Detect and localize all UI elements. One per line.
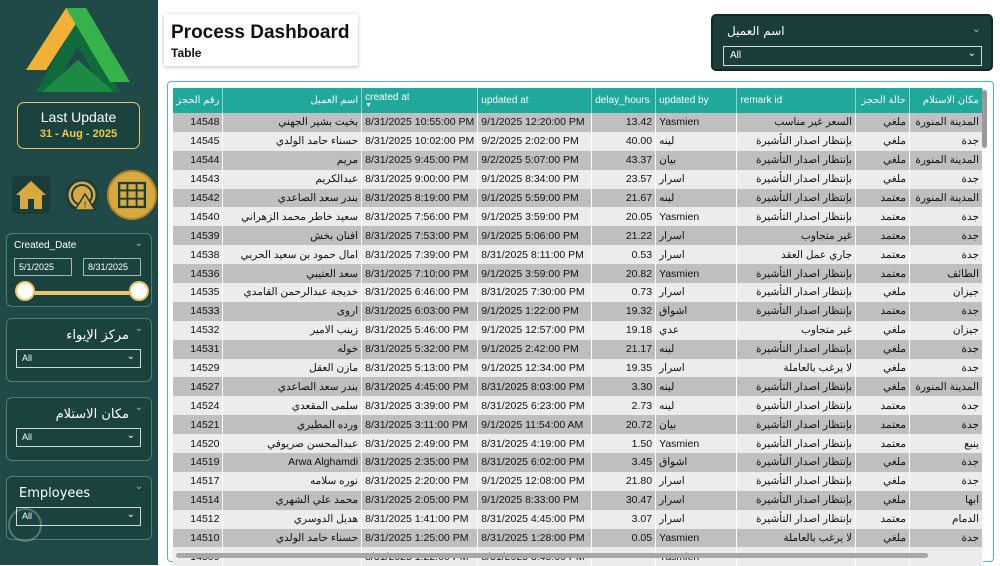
table-cell: عبدالمحسن صريوفي	[223, 434, 362, 453]
table-cell: ينبع	[910, 434, 983, 453]
table-cell: 8/31/2025 1:41:00 PM	[362, 510, 478, 529]
table-cell: بإنتظار اصدار التأشيرة	[737, 283, 856, 302]
table-cell: 19.32	[592, 302, 656, 321]
table-cell: 19.18	[592, 321, 656, 340]
table-cell: 3.30	[592, 377, 656, 396]
table-cell: لينه	[656, 132, 737, 151]
table-cell: بيان	[656, 415, 737, 434]
last-update-label: Last Update	[40, 109, 117, 125]
table-row[interactable]	[173, 396, 983, 415]
table-cell: ملغي	[856, 377, 910, 396]
table-cell: 8/31/2025 8:19:00 PM	[362, 189, 478, 208]
table-cell: ملغي	[856, 113, 910, 132]
table-cell: 9/1/2025 2:42:00 PM	[478, 340, 592, 359]
table-cell: سعد العتيبي	[223, 264, 362, 283]
created-date-title: Created_Date	[14, 240, 77, 251]
table-cell: جدة	[910, 170, 983, 189]
table-cell: 21.17	[592, 340, 656, 359]
column-header-updated-by[interactable]: updated by	[656, 88, 737, 113]
table-cell: ملغي	[856, 321, 910, 340]
table-cell: 14532	[173, 321, 223, 340]
table-cell: جدة	[910, 226, 983, 245]
table-cell: 0.73	[592, 283, 656, 302]
table-cell: 8/31/2025 6:02:00 PM	[478, 453, 592, 472]
table-cell: نوره سلامه	[223, 472, 362, 491]
table-cell: 14542	[173, 189, 223, 208]
table-cell: بإنتظار اصدار التأشيرة	[737, 189, 856, 208]
table-cell: 3.45	[592, 453, 656, 472]
table-cell: لينه	[656, 396, 737, 415]
table-row[interactable]	[173, 151, 983, 170]
column-header-pickup-location[interactable]: مكان الاستلام	[910, 88, 983, 113]
table-cell: 9/2/2025 5:07:00 PM	[478, 151, 592, 170]
table-cell: 14548	[173, 113, 223, 132]
table-cell: اسرار	[656, 283, 737, 302]
table-cell: بإنتظار اصدار التأشيرة	[737, 151, 856, 170]
chevron-down-icon[interactable]: ⌄	[134, 238, 143, 249]
scrollbar-thumb[interactable]	[982, 90, 987, 148]
dropdown-arrow-icon: ⌄	[126, 509, 135, 520]
client-name-filter	[711, 14, 993, 71]
table-cell: ملغي	[856, 151, 910, 170]
table-cell: حسناء حامد الولدي	[223, 529, 362, 548]
table-cell: معتمد	[856, 226, 910, 245]
table-cell: سلمى المقعدي	[223, 396, 362, 415]
table-cell: 20.72	[592, 415, 656, 434]
table-header-row	[173, 88, 983, 113]
table-cell: 8/31/2025 2:20:00 PM	[362, 472, 478, 491]
table-cell: اسرار	[656, 491, 737, 510]
table-cell: 14521	[173, 415, 223, 434]
table-cell: بإنتظار اصدار التأشيرة	[737, 264, 856, 283]
table-cell: المدينة المنورة	[910, 113, 983, 132]
table-cell: 9/1/2025 3:59:00 PM	[478, 207, 592, 226]
table-cell: 2.73	[592, 396, 656, 415]
table-cell: المدينة المنورة	[910, 377, 983, 396]
pickup-location-filter	[6, 397, 152, 461]
table-cell: 9/1/2025 12:57:00 PM	[478, 321, 592, 340]
table-row[interactable]	[173, 434, 983, 453]
table-cell: 8/31/2025 3:39:00 PM	[362, 396, 478, 415]
table-cell: 14529	[173, 359, 223, 378]
table-row[interactable]	[173, 491, 983, 510]
table-row[interactable]	[173, 264, 983, 283]
table-cell: 8/31/2025 7:30:00 PM	[478, 283, 592, 302]
table-cell: 9/1/2025 12:20:00 PM	[478, 113, 592, 132]
table-cell: 14510	[173, 529, 223, 548]
chevron-down-icon[interactable]: ⌄	[134, 402, 143, 413]
table-cell: الدمام	[910, 510, 983, 529]
table-cell: بإنتظار اصدار التأشيرة	[737, 340, 856, 359]
table-row[interactable]	[173, 207, 983, 226]
table-cell: 9/1/2025 11:54:00 AM	[478, 415, 592, 434]
page-title: Process Dashboard	[171, 22, 350, 43]
table-cell: 8/31/2025 7:39:00 PM	[362, 245, 478, 264]
table-cell: بإنتظار اصدار التأشيرة	[737, 302, 856, 321]
table-cell: ملغي	[856, 170, 910, 189]
table-cell: جدة	[910, 453, 983, 472]
table-cell: 40.00	[592, 132, 656, 151]
table-row[interactable]	[173, 453, 983, 472]
column-header-booking-no[interactable]: رقم الحجز	[173, 88, 223, 113]
table-cell: 14535	[173, 283, 223, 302]
table-cell: 9/1/2025 8:33:00 PM	[478, 491, 592, 510]
date-from-input[interactable]: 5/1/2025	[14, 258, 72, 276]
table-cell: افنان بخش	[223, 226, 362, 245]
table-cell: جدة	[910, 132, 983, 151]
table-cell: بإنتظار اصدار التأشيرة	[737, 491, 856, 510]
table-row[interactable]	[173, 189, 983, 208]
slider-end-handle[interactable]	[129, 281, 149, 301]
table-cell: 14538	[173, 245, 223, 264]
horizontal-scrollbar[interactable]	[176, 553, 928, 558]
table-cell: 20.05	[592, 207, 656, 226]
table-cell: محمد علي الشهري	[223, 491, 362, 510]
table-cell: بإنتظار اصدار التأشيرة	[737, 415, 856, 434]
table-cell: 0.53	[592, 245, 656, 264]
table-row[interactable]	[173, 510, 983, 529]
table-cell: 8/31/2025 10:55:00 PM	[362, 113, 478, 132]
shelter-center-filter	[6, 318, 152, 382]
table-cell: ملغي	[856, 359, 910, 378]
table-cell: امال حمود بن سعيد الحربي	[223, 245, 362, 264]
table-cell: 30.47	[592, 491, 656, 510]
table-cell: 14520	[173, 434, 223, 453]
table-cell: اشواق	[656, 302, 737, 321]
table-cell: 0.05	[592, 529, 656, 548]
table-cell: عدي	[656, 321, 737, 340]
home-icon[interactable]	[12, 176, 50, 214]
table-cell: عبدالكريم	[223, 170, 362, 189]
table-cell: 9/1/2025 8:34:00 PM	[478, 170, 592, 189]
column-header-remark-id[interactable]: remark id	[737, 88, 856, 113]
employees-value: All	[22, 511, 33, 521]
table-cell: لا يرغب بالعاملة	[737, 529, 856, 548]
table-cell: 8/31/2025 7:53:00 PM	[362, 226, 478, 245]
table-cell: مازن العقل	[223, 359, 362, 378]
table-cell: بخيت بشير الجهني	[223, 113, 362, 132]
table-cell: بيان	[656, 151, 737, 170]
table-cell: اسرار	[656, 226, 737, 245]
table-cell: 8/31/2025 5:13:00 PM	[362, 359, 478, 378]
table-cell: 8/31/2025 1:28:00 PM	[478, 529, 592, 548]
table-row[interactable]	[173, 245, 983, 264]
table-cell: 14519	[173, 453, 223, 472]
table-cell: 9/1/2025 1:22:00 PM	[478, 302, 592, 321]
table-cell: بندر سعد الصاعدي	[223, 377, 362, 396]
table-cell: 14524	[173, 396, 223, 415]
table-cell: 21.80	[592, 472, 656, 491]
table-cell: جدة	[910, 207, 983, 226]
client-name-select[interactable]	[723, 46, 982, 66]
table-cell: معتمد	[856, 396, 910, 415]
table-cell: 9/1/2025 12:34:00 PM	[478, 359, 592, 378]
table-cell: المدينة المنورة	[910, 189, 983, 208]
table-cell: 8/31/2025 7:56:00 PM	[362, 207, 478, 226]
table-cell: لينه	[656, 377, 737, 396]
dropdown-arrow-icon: ⌄	[126, 430, 135, 441]
table-cell: ابها	[910, 491, 983, 510]
table-row[interactable]	[173, 472, 983, 491]
table-cell: 8/31/2025 4:19:00 PM	[478, 434, 592, 453]
table-cell: بإنتظار اصدار التأشيرة	[737, 396, 856, 415]
table-cell: معتمد	[856, 264, 910, 283]
table-cell: 8/31/2025 6:46:00 PM	[362, 283, 478, 302]
table-cell: 8/31/2025 4:45:00 PM	[362, 377, 478, 396]
table-cell: Yasmien	[656, 529, 737, 548]
table-body	[173, 113, 983, 566]
shelter-center-select[interactable]	[16, 349, 141, 368]
table-cell: 14543	[173, 170, 223, 189]
column-header-updated-at[interactable]: updated at	[478, 88, 592, 113]
table-cell: جدة	[910, 245, 983, 264]
chevron-down-icon[interactable]: ⌄	[971, 22, 981, 35]
table-cell: 9/1/2025 5:06:00 PM	[478, 226, 592, 245]
table-cell: اروى	[223, 302, 362, 321]
table-cell: ملغي	[856, 453, 910, 472]
table-cell: ملغي	[856, 340, 910, 359]
table-cell: ملغي	[856, 491, 910, 510]
table-cell: 8/31/2025 6:03:00 PM	[362, 302, 478, 321]
table-cell: جدة	[910, 529, 983, 548]
table-cell: ملغي	[856, 529, 910, 548]
table-cell: جدة	[910, 359, 983, 378]
pickup-location-value: All	[22, 432, 33, 442]
column-header-delay-hours[interactable]: delay_hours	[592, 88, 656, 113]
table-row[interactable]	[173, 359, 983, 378]
table-cell: بإنتظار اصدار التأشيرة	[737, 510, 856, 529]
column-header-client-name[interactable]: اسم العميل	[223, 88, 362, 113]
table-cell: الطائف	[910, 264, 983, 283]
table-cell: 9/1/2025 5:59:00 PM	[478, 189, 592, 208]
page-subtitle: Table	[171, 46, 202, 60]
shelter-center-value: All	[22, 353, 33, 363]
table-cell: 14512	[173, 510, 223, 529]
table-cell: اشواق	[656, 453, 737, 472]
table-cell: 14533	[173, 302, 223, 321]
table-scroll-area[interactable]	[173, 88, 983, 551]
table-cell: 8/31/2025 2:35:00 PM	[362, 453, 478, 472]
table-cell: 8/31/2025 8:03:00 PM	[478, 377, 592, 396]
pickup-location-select[interactable]	[16, 428, 141, 447]
table-cell: اسرار	[656, 472, 737, 491]
table-cell: السعر غير مناسب	[737, 113, 856, 132]
table-cell: 8/31/2025 6:23:00 PM	[478, 396, 592, 415]
title-card	[164, 14, 358, 66]
table-cell: اسرار	[656, 245, 737, 264]
table-cell: 8/31/2025 10:02:00 PM	[362, 132, 478, 151]
chevron-down-icon[interactable]: ⌄	[134, 323, 143, 334]
table-cell: بإنتظار اصدار التأشيرة	[737, 453, 856, 472]
table-cell: خديجة عبدالرحمن القامدي	[223, 283, 362, 302]
table-cell: معتمد	[856, 189, 910, 208]
table-cell: 21.67	[592, 189, 656, 208]
table-cell: بندر سعد الصاعدي	[223, 189, 362, 208]
table-cell: ملغي	[856, 132, 910, 151]
created-date-filter	[6, 233, 152, 307]
table-cell: اسرار	[656, 510, 737, 529]
table-cell: Arwa Alghamdi	[223, 453, 362, 472]
table-cell: بإنتظار اصدار التأشيرة	[737, 170, 856, 189]
table-cell: 9/2/2025 2:02:00 PM	[478, 132, 592, 151]
table-cell: معتمد	[856, 510, 910, 529]
table-cell: 3.07	[592, 510, 656, 529]
table-cell: خوله	[223, 340, 362, 359]
table-cell: حسناء حامد الولدي	[223, 132, 362, 151]
svg-text:!: !	[83, 201, 87, 211]
table-row[interactable]	[173, 132, 983, 151]
clock-alert-icon[interactable]	[63, 176, 101, 214]
table-cell: 9/1/2025 12:08:00 PM	[478, 472, 592, 491]
table-row[interactable]	[173, 529, 983, 548]
table-cell: بإنتظار اصدار التأشيرة	[737, 377, 856, 396]
table-cell: Yasmien	[656, 264, 737, 283]
chevron-down-icon[interactable]: ⌄	[134, 481, 143, 492]
table-row[interactable]	[173, 283, 983, 302]
table-cell: 8/31/2025 2:49:00 PM	[362, 434, 478, 453]
table-cell: 8/31/2025 4:45:00 PM	[478, 510, 592, 529]
last-update-date: 31 - Aug - 2025	[39, 128, 118, 140]
table-icon[interactable]	[107, 170, 157, 220]
table-cell: جيزان	[910, 321, 983, 340]
table-cell: 43.37	[592, 151, 656, 170]
table-cell: 14517	[173, 472, 223, 491]
table-cell: 8/31/2025 5:46:00 PM	[362, 321, 478, 340]
table-cell: بإنتظار اصدار التأشيرة	[737, 132, 856, 151]
data-table-card	[167, 81, 994, 562]
table-cell: 14540	[173, 207, 223, 226]
table-cell: معتمد	[856, 302, 910, 321]
table-row[interactable]	[173, 415, 983, 434]
table-cell: لينه	[656, 189, 737, 208]
table-cell: 13.42	[592, 113, 656, 132]
table-cell: 19.35	[592, 359, 656, 378]
table-cell: جاري عمل العقد	[737, 245, 856, 264]
client-name-value: All	[730, 50, 742, 61]
column-header-created-at[interactable]: created at ▼	[362, 88, 478, 113]
table-cell: 8/31/2025 9:00:00 PM	[362, 170, 478, 189]
table-cell: مريم	[223, 151, 362, 170]
table-cell: 14544	[173, 151, 223, 170]
table-cell: ورده المطيري	[223, 415, 362, 434]
table-cell: Yasmien	[656, 434, 737, 453]
employees-title: Employees	[19, 486, 91, 501]
slider-start-handle[interactable]	[15, 281, 35, 301]
table-row[interactable]	[173, 321, 983, 340]
table-row[interactable]	[173, 340, 983, 359]
date-to-input[interactable]: 8/31/2025	[83, 258, 141, 276]
table-cell: 8/31/2025 1:25:00 PM	[362, 529, 478, 548]
table-cell: 14539	[173, 226, 223, 245]
table-cell: معتمد	[856, 434, 910, 453]
table-row[interactable]	[173, 170, 983, 189]
table-cell: 23.57	[592, 170, 656, 189]
bookings-table	[173, 88, 983, 566]
table-cell: المدينة المنورة	[910, 151, 983, 170]
table-cell: جدة	[910, 396, 983, 415]
logo-icon	[22, 8, 134, 96]
dropdown-arrow-icon: ⌄	[126, 351, 135, 362]
table-cell: بإنتظار اصدار التأشيرة	[737, 472, 856, 491]
watermark-icon	[8, 508, 42, 542]
table-row[interactable]	[173, 302, 983, 321]
table-cell: 9/1/2025 3:59:00 PM	[478, 264, 592, 283]
dropdown-arrow-icon: ⌄	[967, 48, 976, 59]
table-cell: 8/31/2025 5:32:00 PM	[362, 340, 478, 359]
shelter-center-title: مركز الإيواء	[66, 328, 129, 343]
date-range-slider[interactable]	[23, 291, 139, 295]
table-cell: اسرار	[656, 359, 737, 378]
table-row[interactable]	[173, 226, 983, 245]
table-cell: بإنتظار اصدار التأشيرة	[737, 434, 856, 453]
table-cell: Yasmien	[656, 113, 737, 132]
table-cell: معتمد	[856, 245, 910, 264]
table-cell: 14514	[173, 491, 223, 510]
table-cell: Yasmien	[656, 207, 737, 226]
column-header-booking-status[interactable]: حالة الحجز	[856, 88, 910, 113]
table-cell: 8/31/2025 2:05:00 PM	[362, 491, 478, 510]
table-cell: 21.22	[592, 226, 656, 245]
table-cell: 20.82	[592, 264, 656, 283]
table-cell: 8/31/2025 8:11:00 PM	[478, 245, 592, 264]
table-cell: معتمد	[856, 415, 910, 434]
table-cell: هديل الدوسري	[223, 510, 362, 529]
table-cell: جدة	[910, 302, 983, 321]
table-cell: معتمد	[856, 207, 910, 226]
table-cell: سعيد خاطر محمد الزهراني	[223, 207, 362, 226]
table-cell: اسرار	[656, 170, 737, 189]
table-cell: 14536	[173, 264, 223, 283]
table-cell: 14545	[173, 132, 223, 151]
table-cell: غير متجاوب	[737, 321, 856, 340]
table-cell: 14527	[173, 377, 223, 396]
table-cell: جدة	[910, 415, 983, 434]
table-cell: زينب الامير	[223, 321, 362, 340]
pickup-location-title: مكان الاستلام	[55, 407, 129, 422]
table-cell: 8/31/2025 9:45:00 PM	[362, 151, 478, 170]
table-row[interactable]	[173, 377, 983, 396]
vertical-scrollbar[interactable]	[982, 88, 987, 548]
table-cell: جدة	[910, 472, 983, 491]
client-name-title: اسم العميل	[727, 24, 785, 38]
table-cell: بإنتظار اصدار التأشيرة	[737, 207, 856, 226]
table-cell: غير متجاوب	[737, 226, 856, 245]
table-cell: لينه	[656, 340, 737, 359]
table-cell: 14531	[173, 340, 223, 359]
table-cell: ملغي	[856, 283, 910, 302]
table-cell: جدة	[910, 340, 983, 359]
table-cell: ملغي	[856, 472, 910, 491]
last-update-card	[17, 102, 140, 149]
table-cell: جيزان	[910, 283, 983, 302]
table-cell: لا يرغب بالعاملة	[737, 359, 856, 378]
sort-descending-icon: ▼	[365, 102, 373, 109]
table-cell: 8/31/2025 7:10:00 PM	[362, 264, 478, 283]
sidebar	[0, 0, 158, 565]
table-cell: 1.50	[592, 434, 656, 453]
table-cell: 8/31/2025 3:11:00 PM	[362, 415, 478, 434]
table-row[interactable]	[173, 113, 983, 132]
